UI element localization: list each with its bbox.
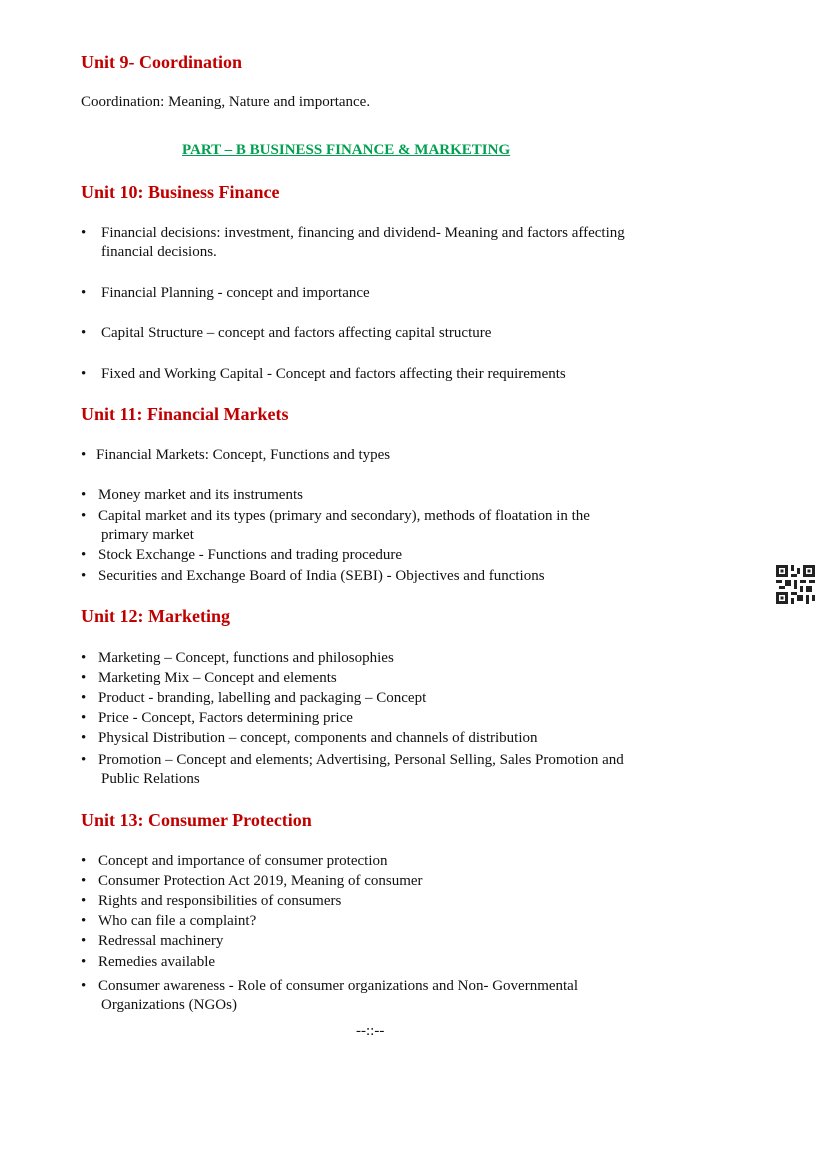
list-item: Capital market and its types (primary and secondary), methods of floatation in the [98,508,590,524]
list-item: Consumer awareness - Role of consumer organizations and Non- Governmental [98,978,579,994]
bullet-icon: • [81,730,87,746]
bullet-icon: • [81,853,87,869]
bullet-icon: • [81,933,87,949]
bullet-icon: • [81,366,87,382]
bullet-icon: • [81,487,87,503]
bullet-icon: • [81,710,87,726]
end-marker: --::-- [356,1023,385,1039]
list-item: Financial Markets: Concept, Functions and types [96,447,391,463]
part-b-title: PART – B BUSINESS FINANCE & MARKETING [182,142,511,158]
list-item-continuation: Organizations (NGOs) [101,997,237,1013]
list-item-continuation: Public Relations [101,771,200,787]
bullet-icon: • [81,893,87,909]
list-item: Price - Concept, Factors determining price [98,710,353,726]
list-item-continuation: financial decisions. [101,244,217,260]
bullet-icon: • [81,447,87,463]
bullet-icon: • [81,954,87,970]
list-item: Promotion – Concept and elements; Advertising, Personal Selling, Sales Promotion and [98,752,624,768]
bullet-icon: • [81,325,87,341]
unit-9-heading: Unit 9- Coordination [81,52,243,72]
list-item: Financial decisions: investment, financing and dividend- Meaning and factors affecting [101,225,625,241]
list-item: Marketing Mix – Concept and elements [98,670,337,686]
bullet-icon: • [81,225,87,241]
list-item: Money market and its instruments [98,487,303,503]
bullet-icon: • [81,690,87,706]
bullet-icon: • [81,508,87,524]
list-item: Financial Planning - concept and importance [101,285,370,301]
list-item-continuation: primary market [101,527,194,543]
bullet-icon: • [81,873,87,889]
bullet-icon: • [81,650,87,666]
list-item: Stock Exchange - Functions and trading procedure [98,547,403,563]
bullet-icon: • [81,913,87,929]
unit-13-heading: Unit 13: Consumer Protection [81,810,312,830]
unit-9-text: Coordination: Meaning, Nature and importance. [81,94,371,110]
list-item: Remedies available [98,954,216,970]
list-item: Rights and responsibilities of consumers [98,893,342,909]
list-item: Fixed and Working Capital - Concept and factors affecting their requirements [101,366,566,382]
bullet-icon: • [81,568,87,584]
qr-code-icon [776,565,815,604]
list-item: Redressal machinery [98,933,224,949]
list-item: Product - branding, labelling and packaging – Concept [98,690,427,706]
bullet-icon: • [81,978,87,994]
list-item: Consumer Protection Act 2019, Meaning of consumer [98,873,423,889]
bullet-icon: • [81,547,87,563]
bullet-icon: • [81,285,87,301]
list-item: Capital Structure – concept and factors affecting capital structure [101,325,492,341]
bullet-icon: • [81,752,87,768]
list-item: Marketing – Concept, functions and philosophies [98,650,394,666]
list-item: Securities and Exchange Board of India (SEBI) - Objectives and functions [98,568,545,584]
unit-11-heading: Unit 11: Financial Markets [81,404,289,424]
unit-10-heading: Unit 10: Business Finance [81,182,280,202]
unit-12-heading: Unit 12: Marketing [81,606,230,626]
list-item: Physical Distribution – concept, components and channels of distribution [98,730,538,746]
list-item: Who can file a complaint? [98,913,257,929]
list-item: Concept and importance of consumer protection [98,853,388,869]
bullet-icon: • [81,670,87,686]
